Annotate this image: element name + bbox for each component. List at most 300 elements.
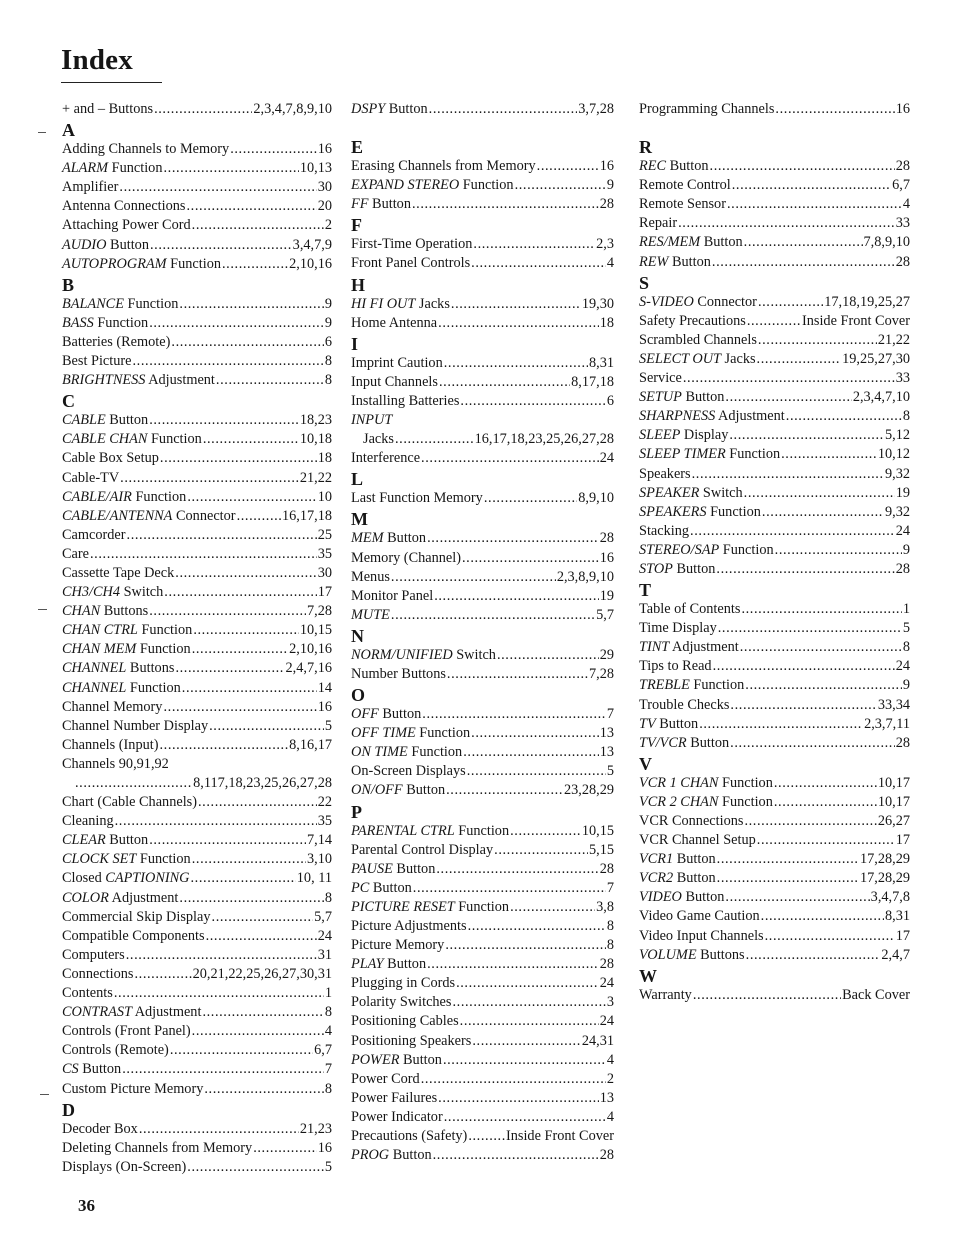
section-letter: F bbox=[351, 215, 362, 236]
term-suffix: Button bbox=[389, 1147, 432, 1164]
dot-leader bbox=[187, 488, 316, 507]
index-entry bbox=[62, 774, 332, 793]
term-text: Channels (Input) bbox=[62, 736, 159, 753]
term-text: Contents bbox=[62, 985, 113, 1002]
index-entry bbox=[351, 373, 614, 392]
index-term bbox=[351, 724, 470, 743]
page-references: 2,10,16 bbox=[289, 255, 332, 272]
index-entry bbox=[62, 965, 332, 984]
dot-leader bbox=[471, 724, 599, 743]
term-text: VOLUME bbox=[639, 946, 697, 963]
page-references: 5 bbox=[324, 717, 332, 734]
term-text: PAUSE bbox=[351, 860, 393, 877]
index-entry bbox=[62, 236, 332, 255]
dot-leader bbox=[460, 1012, 599, 1031]
page-references: 10,15 bbox=[299, 622, 332, 639]
index-term bbox=[639, 407, 785, 426]
index-term bbox=[639, 812, 743, 831]
index-term bbox=[62, 197, 186, 216]
index-term bbox=[351, 762, 466, 781]
index-term bbox=[639, 253, 711, 272]
term-text: Positioning Cables bbox=[351, 1013, 459, 1030]
dot-leader bbox=[171, 333, 323, 352]
index-term bbox=[351, 157, 536, 176]
page-references: 25 bbox=[317, 526, 332, 543]
index-entry bbox=[351, 743, 614, 762]
dot-leader bbox=[412, 195, 599, 214]
page-references: 1 bbox=[324, 985, 332, 1002]
page-references: 13 bbox=[599, 1089, 614, 1106]
index-term bbox=[639, 715, 698, 734]
index-term bbox=[62, 869, 190, 888]
page-references: Back Cover bbox=[842, 986, 910, 1003]
index-entry bbox=[639, 869, 910, 888]
index-entry bbox=[62, 216, 332, 235]
term-text: Power Cord bbox=[351, 1070, 420, 1087]
page-references: 28 bbox=[895, 158, 910, 175]
dot-leader bbox=[230, 140, 317, 159]
index-term bbox=[62, 621, 192, 640]
dot-leader bbox=[159, 736, 288, 755]
index-term bbox=[62, 526, 126, 545]
index-entry bbox=[351, 762, 614, 781]
index-term bbox=[62, 140, 229, 159]
page-references: 2 bbox=[324, 217, 332, 234]
index-term bbox=[62, 640, 191, 659]
term-text: STEREO/SAP bbox=[639, 541, 720, 558]
dot-leader bbox=[484, 489, 577, 508]
index-term bbox=[351, 373, 438, 392]
term-text: Custom Picture Memory bbox=[62, 1080, 204, 1097]
dot-leader bbox=[413, 879, 606, 898]
index-entry bbox=[62, 1120, 332, 1139]
dot-leader bbox=[757, 831, 895, 850]
dot-leader bbox=[468, 917, 606, 936]
dot-leader bbox=[427, 529, 599, 548]
page-references: 13 bbox=[599, 744, 614, 761]
dot-leader bbox=[510, 898, 595, 917]
term-text: SETUP bbox=[639, 389, 682, 406]
section-letter: S bbox=[639, 272, 650, 293]
index-entry bbox=[639, 638, 910, 657]
term-text: AUTOPROGRAM bbox=[62, 255, 167, 272]
index-entry bbox=[639, 100, 910, 119]
page-references: 4 bbox=[324, 1023, 332, 1040]
page-title: Index bbox=[61, 44, 133, 76]
index-entry bbox=[639, 293, 910, 312]
term-suffix: Button bbox=[686, 734, 730, 751]
dot-leader bbox=[438, 1089, 599, 1108]
page-references: 8 bbox=[902, 639, 910, 656]
term-text: Interference bbox=[351, 450, 421, 467]
term-suffix: Button bbox=[392, 860, 436, 877]
index-term bbox=[62, 449, 159, 468]
page-references: 28 bbox=[599, 1147, 614, 1164]
term-italic: CAPTIONING bbox=[105, 870, 190, 887]
term-text: Parental Control Display bbox=[351, 841, 494, 858]
index-term bbox=[351, 822, 509, 841]
term-text: Front Panel Controls bbox=[351, 255, 471, 272]
index-entry bbox=[62, 526, 332, 545]
term-suffix: Function bbox=[454, 898, 510, 915]
index-entry bbox=[351, 822, 614, 841]
index-term bbox=[351, 254, 470, 273]
page-references: 33,34 bbox=[877, 696, 910, 713]
term-text: SLEEP TIMER bbox=[639, 446, 726, 463]
term-text: Erasing Channels from Memory bbox=[351, 158, 536, 175]
dot-leader bbox=[90, 545, 317, 564]
term-text: FF bbox=[351, 196, 369, 213]
term-text: Deleting Channels from Memory bbox=[62, 1139, 253, 1156]
page-references: 13 bbox=[599, 725, 614, 742]
term-text: Batteries (Remote) bbox=[62, 333, 171, 350]
page-references: 3 bbox=[606, 994, 614, 1011]
page-references: 2,10,16 bbox=[289, 641, 332, 658]
index-term bbox=[351, 1012, 459, 1031]
term-text: Commercial Skip Display bbox=[62, 908, 211, 925]
dot-leader bbox=[192, 1022, 324, 1041]
page-references: 17,28,29 bbox=[859, 851, 910, 868]
index-term bbox=[62, 1022, 191, 1041]
dot-leader bbox=[747, 312, 801, 331]
dot-leader bbox=[678, 214, 895, 233]
page-references: 28 bbox=[599, 860, 614, 877]
term-text: Picture Memory bbox=[351, 937, 445, 954]
index-entry bbox=[351, 1146, 614, 1165]
page-references: 17 bbox=[895, 927, 910, 944]
dot-leader bbox=[114, 984, 324, 1003]
term-text: VCR 2 CHAN bbox=[639, 793, 719, 810]
term-text: VCR Connections bbox=[639, 813, 744, 829]
index-entry bbox=[351, 295, 614, 314]
index-term bbox=[62, 831, 148, 850]
page-references: 5,7 bbox=[596, 606, 614, 623]
term-text: CHAN CTRL bbox=[62, 622, 138, 639]
index-entry bbox=[62, 679, 332, 698]
index-entry bbox=[62, 793, 332, 812]
page-references: 6,7 bbox=[314, 1042, 332, 1059]
index-term bbox=[639, 907, 760, 926]
index-entry bbox=[351, 665, 614, 684]
page-references: 16 bbox=[895, 101, 910, 117]
index-entry bbox=[639, 696, 910, 715]
section-letter: I bbox=[351, 333, 359, 354]
page-references: 8 bbox=[324, 1080, 332, 1097]
index-term bbox=[639, 503, 761, 522]
term-text: Time Display bbox=[639, 620, 717, 637]
term-suffix: Button bbox=[383, 956, 427, 973]
index-entry bbox=[351, 1108, 614, 1127]
index-entry bbox=[62, 984, 332, 1003]
page-references: 19 bbox=[895, 484, 910, 501]
term-text: TREBLE bbox=[639, 677, 690, 694]
index-term bbox=[351, 549, 461, 568]
dot-leader bbox=[391, 568, 556, 587]
index-term bbox=[62, 698, 162, 717]
page-references: 33 bbox=[895, 370, 910, 387]
term-suffix: Buttons bbox=[126, 660, 175, 677]
dot-leader bbox=[119, 178, 316, 197]
term-text: CHANNEL bbox=[62, 660, 127, 677]
index-entry bbox=[62, 430, 332, 449]
term-text: CHANNEL bbox=[62, 679, 127, 696]
term-text: VCR 1 CHAN bbox=[639, 774, 719, 791]
term-text: Controls (Remote) bbox=[62, 1042, 169, 1059]
page-references: 10,13 bbox=[299, 160, 332, 177]
term-text: Displays (On-Screen) bbox=[62, 1158, 187, 1175]
index-entry bbox=[639, 253, 910, 272]
page-references: 10,18 bbox=[299, 431, 332, 448]
dot-leader bbox=[456, 974, 599, 993]
page-references: 2,3 bbox=[596, 236, 614, 253]
index-entry bbox=[62, 1080, 332, 1099]
index-column-3 bbox=[639, 100, 910, 1005]
section-letter: V bbox=[639, 753, 652, 774]
term-suffix: Button bbox=[399, 1051, 442, 1068]
term-suffix: Button bbox=[78, 1061, 122, 1078]
index-entry bbox=[639, 888, 910, 907]
index-entry bbox=[62, 352, 332, 371]
index-term bbox=[62, 430, 202, 449]
term-text: CABLE CHAN bbox=[62, 431, 148, 448]
index-term bbox=[639, 734, 729, 753]
page-references: 24 bbox=[895, 658, 910, 675]
page-references: 35 bbox=[317, 545, 332, 562]
dot-leader bbox=[204, 1080, 323, 1099]
term-suffix: Function bbox=[108, 160, 163, 177]
dot-leader bbox=[510, 822, 581, 841]
index-entry bbox=[62, 140, 332, 159]
index-entry bbox=[62, 889, 332, 908]
index-term bbox=[351, 781, 445, 800]
index-term bbox=[639, 331, 757, 350]
index-term bbox=[351, 646, 496, 665]
page-references: 14 bbox=[317, 679, 332, 696]
term-text: MEM bbox=[351, 530, 384, 547]
index-term bbox=[62, 1080, 203, 1099]
term-suffix: Function bbox=[93, 314, 149, 331]
term-text: Decoder Box bbox=[62, 1120, 138, 1137]
term-text: VCR1 bbox=[639, 851, 674, 868]
index-entry bbox=[62, 295, 332, 314]
section-letter: O bbox=[351, 685, 366, 706]
dot-leader bbox=[497, 646, 599, 665]
margin-mark bbox=[38, 609, 47, 610]
page-references: 1 bbox=[902, 601, 910, 618]
index-term bbox=[639, 560, 715, 579]
term-suffix: Button bbox=[666, 158, 709, 175]
section-letter: D bbox=[62, 1099, 75, 1120]
index-term bbox=[351, 587, 433, 606]
index-term bbox=[351, 354, 443, 373]
index-entry bbox=[639, 176, 910, 195]
page-references: 30 bbox=[317, 564, 332, 581]
term-suffix: Buttons bbox=[100, 603, 149, 620]
index-term bbox=[639, 214, 677, 233]
page-references: 24 bbox=[895, 522, 910, 539]
term-text: Installing Batteries bbox=[351, 392, 460, 409]
index-entry bbox=[351, 955, 614, 974]
index-entry bbox=[639, 195, 910, 214]
term-suffix: Connector bbox=[172, 507, 236, 524]
dot-leader bbox=[237, 507, 281, 526]
dot-leader bbox=[163, 159, 298, 178]
index-term bbox=[351, 936, 444, 955]
page-references: 28 bbox=[895, 734, 910, 751]
dot-leader bbox=[175, 659, 284, 678]
page-references: 23,28,29 bbox=[563, 782, 614, 799]
term-text: Picture Adjustments bbox=[351, 918, 467, 934]
term-text: PROG bbox=[351, 1147, 390, 1164]
index-entry bbox=[351, 430, 614, 449]
page-references: Inside Front Cover bbox=[505, 1128, 614, 1145]
page-references: 7,28 bbox=[588, 665, 614, 682]
index-entry bbox=[351, 860, 614, 879]
index-entry bbox=[62, 583, 332, 602]
term-text: Connections bbox=[62, 965, 134, 982]
page-references: 18,23 bbox=[299, 412, 332, 429]
index-entry bbox=[351, 1051, 614, 1070]
term-text: PICTURE RESET bbox=[351, 898, 455, 915]
dot-leader bbox=[133, 352, 324, 371]
dot-leader bbox=[515, 176, 606, 195]
dot-leader bbox=[179, 295, 323, 314]
term-text: Amplifier bbox=[62, 179, 119, 196]
page-references: 16 bbox=[317, 1139, 332, 1156]
page-references: 2,4,7,16 bbox=[285, 660, 332, 677]
index-term bbox=[639, 638, 739, 657]
dot-leader bbox=[761, 907, 884, 926]
index-term bbox=[62, 850, 191, 869]
term-text: PARENTAL CTRL bbox=[351, 822, 455, 839]
term-suffix: Function bbox=[407, 744, 463, 761]
term-text: INPUT bbox=[351, 412, 393, 429]
dot-leader bbox=[446, 781, 563, 800]
page-references: 10, 11 bbox=[296, 870, 332, 887]
term-suffix: Function bbox=[459, 177, 514, 194]
section-letter: A bbox=[62, 120, 75, 141]
index-term bbox=[62, 469, 119, 488]
page-references: 20,21,22,25,26,27,30,31 bbox=[192, 965, 332, 982]
index-term bbox=[62, 927, 205, 946]
dot-leader bbox=[729, 426, 884, 445]
term-text: OFF bbox=[351, 706, 379, 723]
term-text: Scrambled Channels bbox=[639, 331, 757, 348]
term-text: AUDIO bbox=[62, 236, 107, 253]
term-text: Compatible Components bbox=[62, 927, 205, 944]
term-text: CLEAR bbox=[62, 832, 106, 849]
index-term bbox=[351, 879, 412, 898]
index-entry bbox=[351, 568, 614, 587]
index-term bbox=[639, 850, 716, 869]
term-suffix: Adjustment bbox=[669, 639, 739, 656]
term-suffix: Function bbox=[126, 679, 181, 696]
dot-leader bbox=[438, 314, 599, 333]
page-references: 7 bbox=[606, 879, 614, 896]
term-suffix: Adjustment bbox=[145, 372, 215, 389]
index-term bbox=[62, 352, 132, 371]
dot-leader bbox=[149, 314, 324, 333]
page-references: 4 bbox=[902, 196, 910, 213]
term-suffix: Function bbox=[147, 431, 202, 448]
index-term bbox=[639, 312, 746, 331]
page-references: 3,10 bbox=[306, 851, 332, 868]
index-entry bbox=[62, 1139, 332, 1158]
index-entry bbox=[351, 917, 614, 936]
index-entry bbox=[351, 724, 614, 743]
term-text: Remote Control bbox=[639, 177, 731, 194]
page-references: 5,12 bbox=[884, 427, 910, 444]
page-references: 33 bbox=[895, 215, 910, 232]
index-term bbox=[62, 659, 174, 678]
term-text: Closed bbox=[62, 870, 106, 887]
dot-leader bbox=[139, 1120, 299, 1139]
page-references: 28 bbox=[599, 956, 614, 973]
page-references: 9,32 bbox=[884, 465, 910, 482]
index-entry bbox=[62, 333, 332, 352]
term-text: REC bbox=[639, 158, 667, 175]
index-entry bbox=[62, 1022, 332, 1041]
term-text: CABLE/ANTENNA bbox=[62, 507, 173, 524]
term-suffix: Switch bbox=[120, 584, 164, 601]
index-entry bbox=[351, 781, 614, 800]
dot-leader bbox=[209, 717, 324, 736]
dot-leader bbox=[781, 445, 877, 464]
page-references: 28 bbox=[895, 560, 910, 577]
index-term bbox=[351, 235, 472, 254]
index-term bbox=[639, 946, 745, 965]
term-text: Table of Contents bbox=[639, 601, 741, 618]
term-text: Cable-TV bbox=[62, 469, 120, 486]
page-references: 28 bbox=[599, 196, 614, 213]
index-entry bbox=[639, 157, 910, 176]
term-text: Power Indicator bbox=[351, 1108, 443, 1125]
page-references: 16 bbox=[317, 698, 332, 715]
dot-leader bbox=[395, 430, 474, 449]
page-references: 9 bbox=[606, 177, 614, 194]
index-term bbox=[639, 986, 692, 1005]
index-entry bbox=[639, 793, 910, 812]
index-entry bbox=[62, 602, 332, 621]
dot-leader bbox=[693, 986, 841, 1005]
term-suffix: Adjustment bbox=[715, 408, 785, 425]
dot-leader bbox=[222, 255, 288, 274]
index-term bbox=[639, 100, 774, 119]
term-text: REW bbox=[639, 253, 669, 270]
index-term bbox=[639, 541, 774, 560]
page-references: 17,28,29 bbox=[859, 870, 910, 887]
index-entry bbox=[639, 426, 910, 445]
dot-leader bbox=[494, 841, 588, 860]
term-text: MUTE bbox=[351, 606, 390, 623]
dot-leader bbox=[422, 705, 606, 724]
dot-leader bbox=[126, 946, 317, 965]
term-text: Video Game Caution bbox=[639, 908, 760, 925]
index-entry bbox=[639, 522, 910, 541]
dot-leader bbox=[473, 235, 595, 254]
index-term bbox=[62, 100, 153, 119]
index-entry bbox=[62, 1158, 332, 1177]
index-term bbox=[639, 869, 716, 888]
index-entry bbox=[639, 946, 910, 965]
index-term bbox=[639, 831, 756, 850]
dot-leader bbox=[786, 407, 902, 426]
term-suffix: Switch bbox=[699, 484, 743, 501]
index-term bbox=[639, 388, 724, 407]
index-entry bbox=[62, 659, 332, 678]
dot-leader bbox=[692, 465, 884, 484]
index-term bbox=[62, 371, 215, 390]
